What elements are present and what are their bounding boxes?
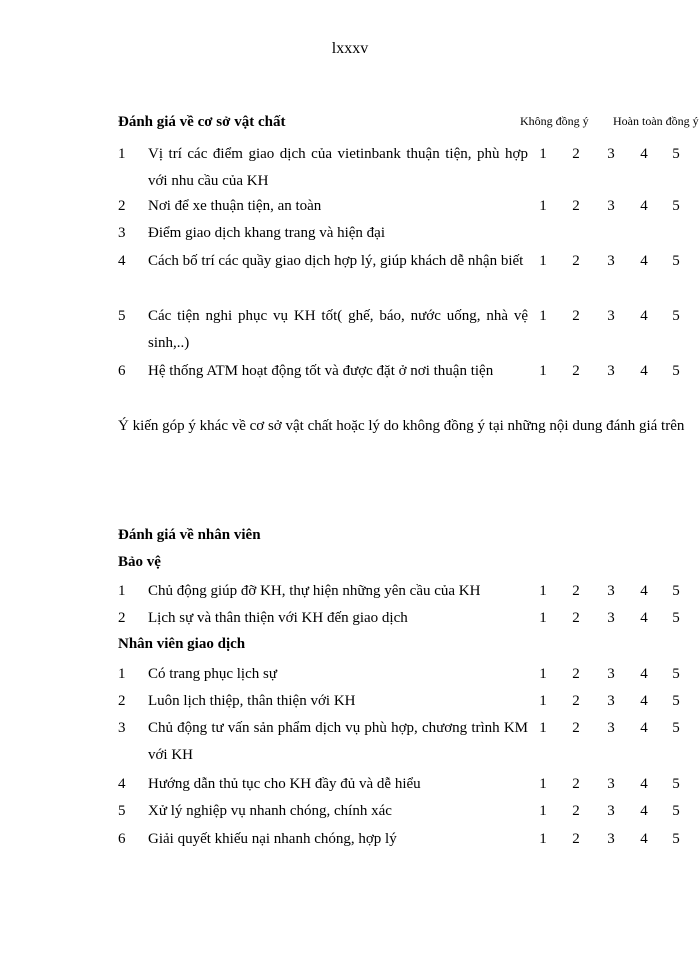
rating-2[interactable]: 2 — [572, 308, 580, 324]
item-text: Cách bố trí các quầy giao dịch hợp lý, giúp khách dễ nhận biết — [148, 253, 524, 269]
rating-3[interactable]: 3 — [607, 583, 615, 599]
item-text: Lịch sự và thân thiện với KH đến giao dịch — [148, 610, 408, 626]
rating-2[interactable]: 2 — [572, 363, 580, 379]
rating-2[interactable]: 2 — [572, 198, 580, 214]
item-text: Có trang phục lịch sự — [148, 666, 277, 682]
item-text: Xử lý nghiệp vụ nhanh chóng, chính xác — [148, 803, 392, 819]
item-text: Chủ động giúp đỡ KH, thự hiện những yên cầu của KH — [148, 583, 481, 599]
rating-5[interactable]: 5 — [672, 253, 680, 269]
facilities-comment-prompt: Ý kiến góp ý khác về cơ sở vật chất hoặc lý do không đồng ý tại những nội dung đánh giá trên — [118, 418, 685, 434]
rating-2[interactable]: 2 — [572, 693, 580, 709]
facility-item-1 — [118, 141, 698, 195]
item-number: 2 — [118, 610, 126, 626]
item-number: 6 — [118, 363, 126, 379]
rating-1[interactable]: 1 — [539, 146, 547, 162]
teller-item-6 — [118, 826, 698, 853]
rating-5[interactable]: 5 — [672, 308, 680, 324]
rating-5[interactable]: 5 — [672, 610, 680, 626]
rating-3[interactable]: 3 — [607, 776, 615, 792]
item-number: 2 — [118, 198, 126, 214]
rating-3[interactable]: 3 — [607, 198, 615, 214]
item-number: 6 — [118, 831, 126, 847]
rating-1[interactable]: 1 — [539, 198, 547, 214]
item-number: 4 — [118, 253, 126, 269]
rating-4[interactable]: 4 — [640, 666, 648, 682]
rating-1[interactable]: 1 — [539, 803, 547, 819]
item-number: 5 — [118, 803, 126, 819]
rating-2[interactable]: 2 — [572, 776, 580, 792]
rating-5[interactable]: 5 — [672, 146, 680, 162]
rating-4[interactable]: 4 — [640, 776, 648, 792]
rating-5[interactable]: 5 — [672, 720, 680, 736]
rating-4[interactable]: 4 — [640, 720, 648, 736]
item-text: Luôn lịch thiệp, thân thiện với KH — [148, 693, 356, 709]
rating-3[interactable]: 3 — [607, 693, 615, 709]
rating-1[interactable]: 1 — [539, 308, 547, 324]
teller-item-5 — [118, 798, 698, 825]
rating-4[interactable]: 4 — [640, 198, 648, 214]
rating-3[interactable]: 3 — [607, 253, 615, 269]
rating-3[interactable]: 3 — [607, 146, 615, 162]
item-text: Vị trí các điểm giao dịch của vietinbank thuận tiện, phù hợp với nhu cầu của KH — [148, 146, 528, 189]
rating-1[interactable]: 1 — [539, 831, 547, 847]
item-number: 3 — [118, 225, 126, 241]
item-text: Nơi để xe thuận tiện, an toàn — [148, 198, 322, 214]
tellers-subtitle: Nhân viên giao dịch — [118, 636, 246, 652]
security-item-1 — [118, 578, 698, 605]
rating-5[interactable]: 5 — [672, 583, 680, 599]
item-text: Điểm giao dịch khang trang và hiện đại — [148, 225, 386, 241]
item-text: Hướng dẫn thủ tục cho KH đầy đủ và dễ hiểu — [148, 776, 421, 792]
item-number: 1 — [118, 666, 126, 682]
rating-4[interactable]: 4 — [640, 610, 648, 626]
scale-disagree-label: Không đồng ý — [520, 114, 589, 128]
rating-2[interactable]: 2 — [572, 610, 580, 626]
facility-item-2 — [118, 193, 698, 220]
rating-4[interactable]: 4 — [640, 831, 648, 847]
rating-4[interactable]: 4 — [640, 253, 648, 269]
rating-1[interactable]: 1 — [539, 610, 547, 626]
item-number: 2 — [118, 693, 126, 709]
page-number: lxxxv — [331, 40, 369, 57]
facility-item-5 — [118, 303, 698, 357]
security-subtitle: Bảo vệ — [118, 554, 161, 570]
rating-5[interactable]: 5 — [672, 666, 680, 682]
item-text: Giải quyết khiếu nại nhanh chóng, hợp lý — [148, 831, 397, 847]
rating-3[interactable]: 3 — [607, 666, 615, 682]
item-text: Hệ thống ATM hoạt động tốt và được đặt ở nơi thuận tiện — [148, 363, 494, 379]
rating-4[interactable]: 4 — [640, 803, 648, 819]
rating-5[interactable]: 5 — [672, 803, 680, 819]
item-text: Các tiện nghi phục vụ KH tốt( ghế, báo, nước uống, nhà vệ sinh,..) — [148, 308, 528, 351]
facility-item-4 — [118, 248, 698, 302]
rating-5[interactable]: 5 — [672, 198, 680, 214]
teller-item-2 — [118, 688, 698, 715]
rating-2[interactable]: 2 — [572, 583, 580, 599]
rating-3[interactable]: 3 — [607, 831, 615, 847]
rating-1[interactable]: 1 — [539, 720, 547, 736]
item-number: 4 — [118, 776, 126, 792]
item-number: 1 — [118, 583, 126, 599]
scale-agree-label: Hoàn toàn đồng ý — [613, 114, 699, 128]
rating-4[interactable]: 4 — [640, 693, 648, 709]
rating-3[interactable]: 3 — [607, 803, 615, 819]
rating-5[interactable]: 5 — [672, 776, 680, 792]
rating-3[interactable]: 3 — [607, 308, 615, 324]
rating-5[interactable]: 5 — [672, 693, 680, 709]
rating-3[interactable]: 3 — [607, 363, 615, 379]
rating-1[interactable]: 1 — [539, 583, 547, 599]
rating-2[interactable]: 2 — [572, 253, 580, 269]
rating-1[interactable]: 1 — [539, 776, 547, 792]
rating-5[interactable]: 5 — [672, 363, 680, 379]
staff-title: Đánh giá về nhân viên — [118, 527, 261, 543]
rating-2[interactable]: 2 — [572, 146, 580, 162]
rating-1[interactable]: 1 — [539, 693, 547, 709]
rating-3[interactable]: 3 — [607, 720, 615, 736]
teller-item-4 — [118, 771, 698, 798]
rating-4[interactable]: 4 — [640, 308, 648, 324]
rating-1[interactable]: 1 — [539, 666, 547, 682]
item-number: 3 — [118, 720, 126, 736]
rating-4[interactable]: 4 — [640, 363, 648, 379]
item-text: Chủ động tư vấn sản phẩm dịch vụ phù hợp, chương trình KM với KH — [148, 720, 528, 763]
facilities-header — [118, 112, 698, 136]
rating-2[interactable]: 2 — [572, 831, 580, 847]
rating-1[interactable]: 1 — [539, 253, 547, 269]
facilities-title: Đánh giá về cơ sở vật chất — [118, 114, 286, 130]
rating-2[interactable]: 2 — [572, 803, 580, 819]
rating-2[interactable]: 2 — [572, 720, 580, 736]
rating-4[interactable]: 4 — [640, 583, 648, 599]
item-number: 5 — [118, 308, 126, 324]
teller-item-3 — [118, 715, 698, 769]
security-item-2 — [118, 605, 698, 632]
facility-item-3 — [118, 220, 698, 247]
rating-4[interactable]: 4 — [640, 146, 648, 162]
rating-5[interactable]: 5 — [672, 831, 680, 847]
rating-3[interactable]: 3 — [607, 610, 615, 626]
item-number: 1 — [118, 146, 126, 162]
facility-item-6 — [118, 358, 698, 412]
rating-1[interactable]: 1 — [539, 363, 547, 379]
rating-2[interactable]: 2 — [572, 666, 580, 682]
teller-item-1 — [118, 661, 698, 688]
